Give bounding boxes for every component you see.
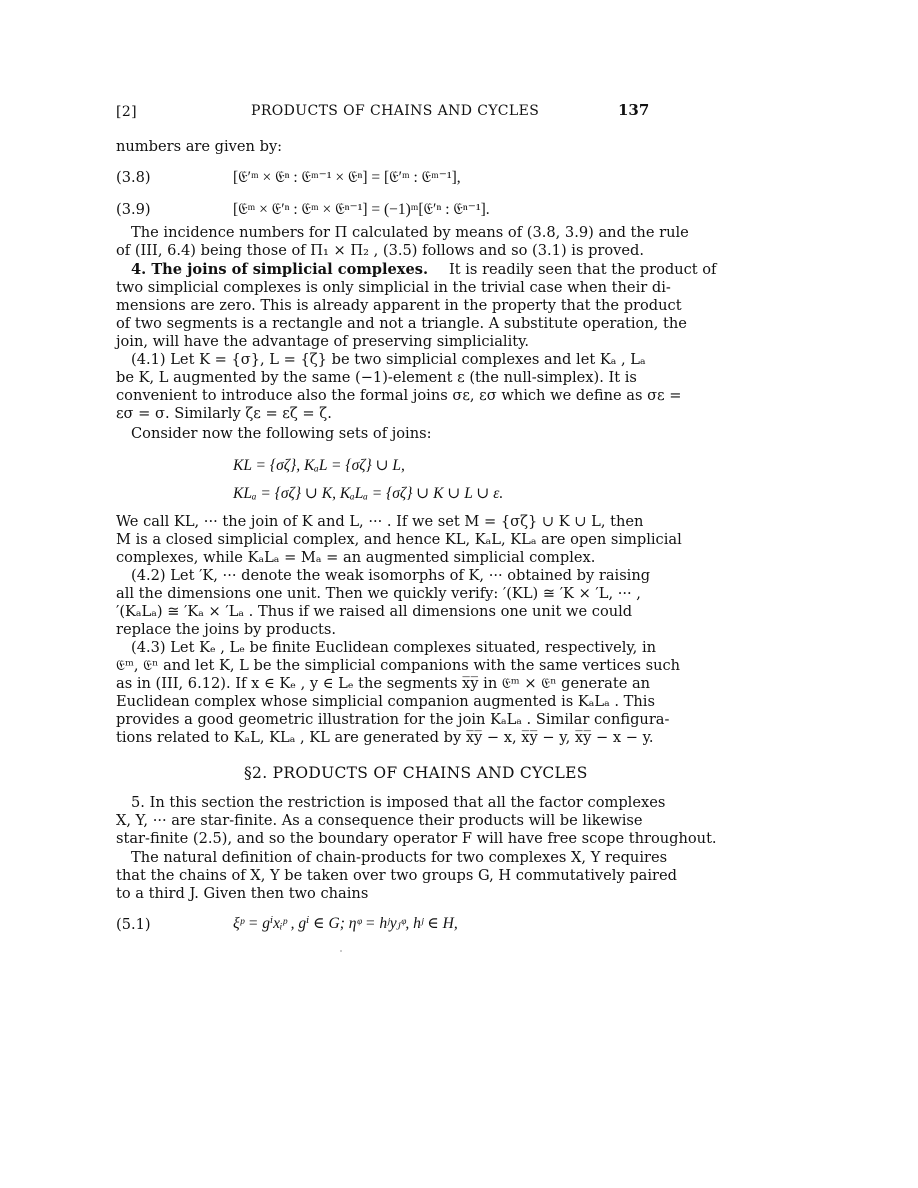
equation: KL = {σζ}, KₐL = {σζ} ∪ L,: [233, 457, 405, 474]
text-line: of two segments is a rectangle and not a triangle. A substitute operation, the: [116, 315, 687, 332]
scan-speck: [340, 950, 342, 952]
text-line: The incidence numbers for Π calculated by means of (3.8, 3.9) and the rule: [131, 224, 689, 241]
text-line: We call KL, ··· the join of K and L, ··· . If we set M = {σζ} ∪ K ∪ L, then: [116, 513, 644, 530]
page-number: 137: [618, 101, 650, 119]
equation: [𝔈′ᵐ × 𝔈ⁿ : 𝔈ᵐ⁻¹ × 𝔈ⁿ] = [𝔈′ᵐ : 𝔈ᵐ⁻¹],: [233, 169, 461, 186]
text-line: be K, L augmented by the same (−1)-element ε (the null-simplex). It is: [116, 369, 637, 386]
text-line: εσ = σ. Similarly ζε = εζ = ζ.: [116, 405, 332, 422]
equation: KLₐ = {σζ} ∪ K, KₐLₐ = {σζ} ∪ K ∪ L ∪ ε.: [233, 485, 504, 502]
text-line: Euclidean complex whose simplicial companion augmented is KₐLₐ . This: [116, 693, 655, 710]
text-line: replace the joins by products.: [116, 621, 337, 638]
text-line: (4.3) Let Kₑ , Lₑ be finite Euclidean complexes situated, respectively, in: [131, 639, 657, 656]
text-line: ′(KₐLₐ) ≅ ′Kₐ × ′Lₐ . Thus if we raised all dimensions one unit we could: [116, 603, 633, 620]
equation-number: (3.9): [116, 201, 151, 218]
text-line: 𝔈ᵐ, 𝔈ⁿ and let K, L be the simplicial companions with the same vertices such: [116, 657, 681, 674]
text-line: that the chains of X, Y be taken over two groups G, H commutatively paired: [116, 867, 677, 884]
text-line: as in (III, 6.12). If x ∈ Kₑ , y ∈ Lₑ the segments x̅y̅ in 𝔈ᵐ × 𝔈ⁿ generate an: [116, 675, 651, 692]
text-line: M is a closed simplicial complex, and hence KL, KₐL, KLₐ are open simplicial: [116, 531, 682, 548]
header-section-number: [2]: [116, 104, 138, 120]
text-line: provides a good geometric illustration for the join KₐLₐ . Similar configura-: [116, 711, 670, 728]
text-line: 5. In this section the restriction is imposed that all the factor complexes: [131, 794, 666, 811]
text-line: numbers are given by:: [116, 138, 283, 155]
text-line: (4.2) Let ′K, ··· denote the weak isomorphs of K, ··· obtained by raising: [131, 567, 651, 584]
text-line: to a third J. Given then two chains: [116, 885, 369, 902]
text-line: of (III, 6.4) being those of Π₁ × Π₂ , (3.5) follows and so (3.1) is proved.: [116, 242, 645, 259]
text-line: mensions are zero. This is already apparent in the property that the product: [116, 297, 682, 314]
running-title: PRODUCTS OF CHAINS AND CYCLES: [251, 103, 540, 119]
text-line: tions related to KₐL, KLₐ , KL are generated by x̅y̅ − x, x̅y̅ − y, x̅y̅ − x − y.: [116, 729, 654, 746]
text-line: two simplicial complexes is only simplicial in the trivial case when their di-: [116, 279, 671, 296]
text-line: Consider now the following sets of joins:: [131, 425, 432, 442]
equation-number: (5.1): [116, 916, 151, 933]
text-line: X, Y, ··· are star-finite. As a consequence their products will be likewise: [116, 812, 643, 829]
text-line: (4.1) Let K = {σ}, L = {ζ} be two simplicial complexes and let Kₐ , Lₐ: [131, 351, 646, 368]
text-line: join, will have the advantage of preserving simpliciality.: [116, 333, 530, 350]
text-line: complexes, while KₐLₐ = Mₐ = an augmented simplicial complex.: [116, 549, 596, 566]
section-heading: §2. PRODUCTS OF CHAINS AND CYCLES: [244, 764, 588, 782]
equation: ξᵖ = gⁱxᵢᵖ , gⁱ ∈ G; ηᵠ = hʲyⱼᵠ, hʲ ∈ H,: [233, 915, 458, 932]
text-line: convenient to introduce also the formal joins σε, εσ which we define as σε =: [116, 387, 682, 404]
text-line: all the dimensions one unit. Then we quickly verify: ′(KL) ≅ ′K × ′L, ··· ,: [116, 585, 641, 602]
text-line: It is readily seen that the product of: [449, 261, 717, 278]
paragraph-heading: 4. The joins of simplicial complexes.: [131, 261, 429, 278]
text-line: The natural definition of chain-products for two complexes X, Y requires: [131, 849, 668, 866]
equation-number: (3.8): [116, 169, 151, 186]
text-line: star-finite (2.5), and so the boundary operator F will have free scope throughout.: [116, 830, 717, 847]
equation: [𝔈ᵐ × 𝔈′ⁿ : 𝔈ᵐ × 𝔈ⁿ⁻¹] = (−1)ᵐ[𝔈′ⁿ : 𝔈ⁿ⁻¹].: [233, 201, 490, 218]
